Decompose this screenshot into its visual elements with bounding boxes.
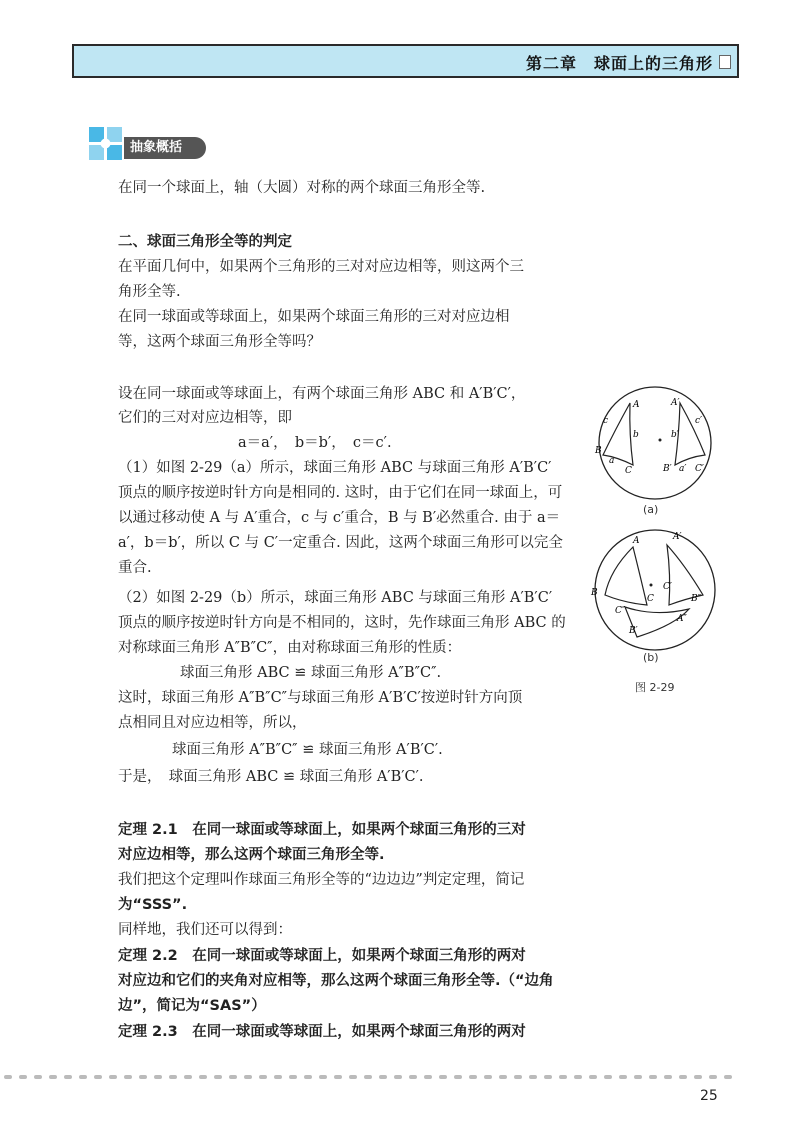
text-line: 顶点的顺序按逆时针方向是相同的. 这时，由于它们在同一球面上，可 xyxy=(118,485,563,501)
paragraph-symmetric: 在同一个球面上，轴（大圆）对称的两个球面三角形全等. xyxy=(118,180,486,196)
label: B″ xyxy=(691,594,701,604)
label: B′ xyxy=(663,464,672,474)
theorem-2-1-line: 定理 2.1 在同一球面或等球面上，如果两个球面三角形的三对 xyxy=(118,822,526,838)
page-number: 25 xyxy=(700,1088,718,1104)
puzzle-icon xyxy=(86,124,126,164)
label: c′ xyxy=(695,416,703,426)
chapter-title: 第二章 球面上的三角形 xyxy=(525,54,713,73)
label: C″ xyxy=(615,606,626,616)
equation-congruent-2: 球面三角形 A″B″C″ ≌ 球面三角形 A′B′C′. xyxy=(172,742,443,758)
text-line: 在平面几何中，如果两个三角形的三对对应边相等，则这两个三 xyxy=(118,259,524,275)
label: B xyxy=(595,446,602,456)
theorem-2-2-line: 对应边和它们的夹角对应相等，那么这两个球面三角形全等.（“边角 xyxy=(118,973,554,989)
text-line: 等，这两个球面三角形全等吗？ xyxy=(118,334,321,350)
figure-a-diagram xyxy=(585,385,725,515)
caption-b: (b) xyxy=(643,651,659,664)
figure-b-diagram xyxy=(585,525,725,655)
badge-label: 抽象概括 xyxy=(124,137,206,159)
text-line: 这时，球面三角形 A″B″C″与球面三角形 A′B′C′按逆时针方向顶 xyxy=(118,690,523,706)
theorem-2-2-line: 边”，简记为“SAS”） xyxy=(118,998,266,1014)
text-line: 对称球面三角形 A″B″C″，由对称球面三角形的性质： xyxy=(118,640,462,656)
figure-caption: 图 2-29 xyxy=(635,681,675,694)
theorem-2-2-line: 定理 2.2 在同一球面或等球面上，如果两个球面三角形的两对 xyxy=(118,948,526,964)
text-line: 在同一球面或等球面上，如果两个球面三角形的三对对应边相 xyxy=(118,309,510,325)
label: C xyxy=(625,466,632,476)
label: A′ xyxy=(671,398,680,408)
label: B′ xyxy=(629,626,638,636)
text-line: 为“SSS”. xyxy=(118,897,188,913)
label: C′ xyxy=(695,464,704,474)
label: b′ xyxy=(671,430,679,440)
figure-2-29 xyxy=(585,385,725,705)
header-corner-mark xyxy=(719,55,731,69)
theorem-2-3-line: 定理 2.3 在同一球面或等球面上，如果两个球面三角形的两对 xyxy=(118,1024,526,1040)
label: A′ xyxy=(673,532,682,542)
equation-congruent-1: 球面三角形 ABC ≌ 球面三角形 A″B″C″. xyxy=(180,665,442,681)
label: c xyxy=(603,416,609,426)
text-line: （2）如图 2-29（b）所示，球面三角形 ABC 与球面三角形 A′B′C′ xyxy=(118,590,553,606)
text-line: 重合. xyxy=(118,560,152,576)
equation-sides-equal: a＝a′， b＝b′， c＝c′. xyxy=(238,435,392,451)
text-line: 角形全等. xyxy=(118,284,181,300)
label: C xyxy=(647,594,654,604)
label: A″ xyxy=(677,614,687,624)
text-line: 同样地，我们还可以得到： xyxy=(118,922,292,938)
label: a xyxy=(609,456,615,466)
conclusion-line: 于是， 球面三角形 ABC ≌ 球面三角形 A′B′C′. xyxy=(118,769,424,785)
theorem-2-1-line: 对应边相等，那么这两个球面三角形全等. xyxy=(118,847,385,863)
label: b xyxy=(633,430,639,440)
text-line: 我们把这个定理叫作球面三角形全等的“边边边”判定定理，简记 xyxy=(118,872,525,888)
text-line: 点相同且对应边相等，所以， xyxy=(118,715,307,731)
label: A xyxy=(633,400,640,410)
text-line: 以通过移动使 A 与 A′重合，c 与 c′重合，B 与 B′必然重合. 由于 a＝ xyxy=(118,510,561,526)
text-line: a′，b＝b′，所以 C 与 C′一定重合. 因此，这两个球面三角形可以完全 xyxy=(118,535,563,551)
text-line: （1）如图 2-29（a）所示，球面三角形 ABC 与球面三角形 A′B′C′ xyxy=(118,460,552,476)
label: a′ xyxy=(679,464,687,474)
text-line: 设在同一球面或等球面上，有两个球面三角形 ABC 和 A′B′C′， xyxy=(118,386,526,402)
caption-a: (a) xyxy=(643,503,659,516)
abstract-summary-badge xyxy=(86,124,208,162)
chapter-header-bar xyxy=(72,44,739,78)
bottom-dotted-divider xyxy=(0,1072,745,1082)
section-heading: 二、球面三角形全等的判定 xyxy=(118,234,292,250)
text-line: 顶点的顺序按逆时针方向是不相同的，这时，先作球面三角形 ABC 的 xyxy=(118,615,566,631)
label: C′ xyxy=(663,582,672,592)
text-line: 它们的三对对应边相等，即 xyxy=(118,410,292,426)
label: B xyxy=(591,588,598,598)
label: A xyxy=(633,536,640,546)
